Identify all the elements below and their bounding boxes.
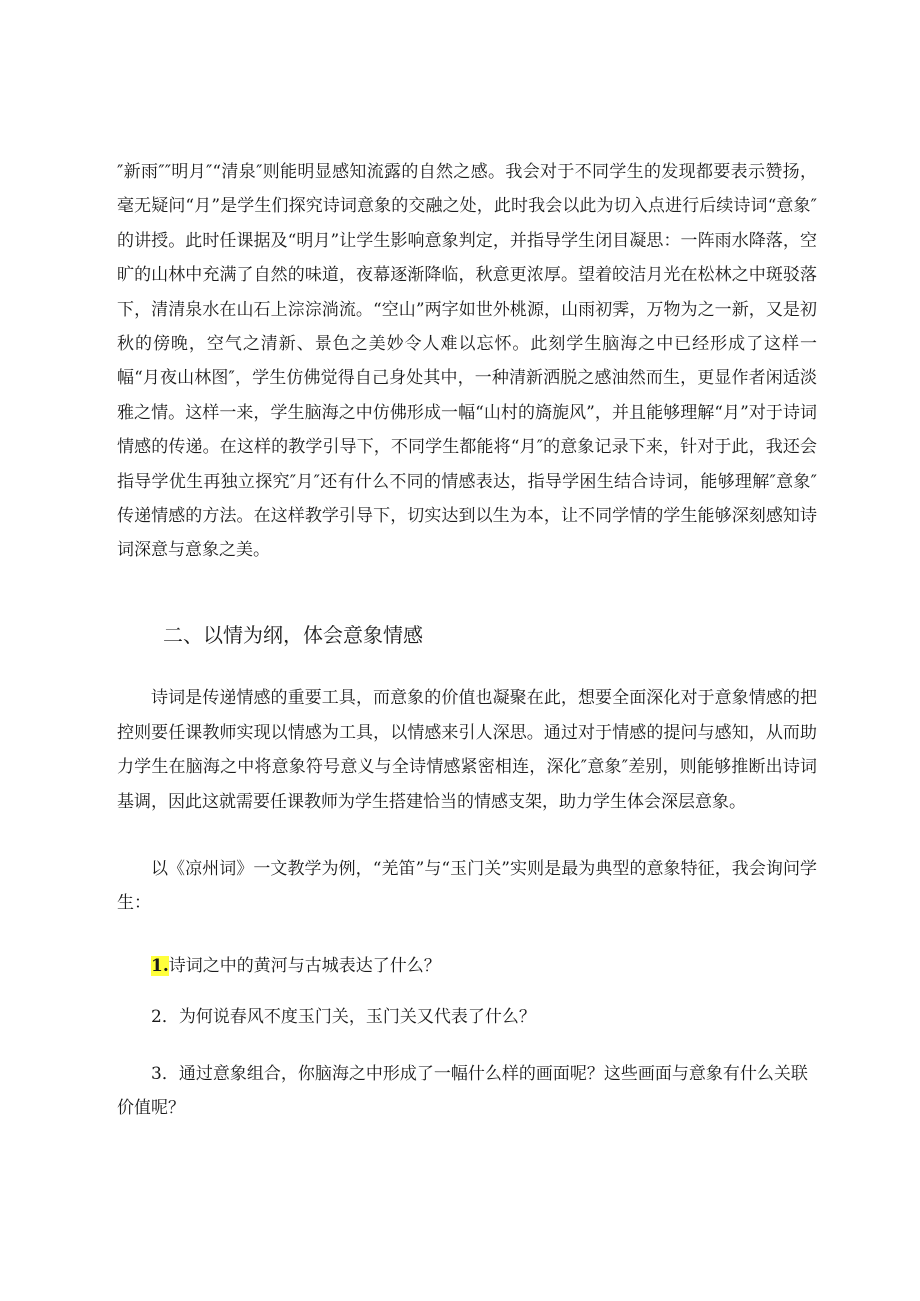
question-number: 3 (151, 1064, 162, 1084)
question-text: ．为何说春风不度玉门关，玉门关又代表了什么？ (161, 1007, 536, 1027)
body-paragraph-3: 以《凉州词》一文教学为例，“羌笛”与“玉门关”实则是最为典型的意象特征，我会询问学生： (117, 859, 817, 913)
question-item-1 (117, 949, 817, 983)
body-paragraph-2: 诗词是传递情感的重要工具，而意象的价值也凝聚在此，想要全面深化对于意象情感的把控则要任课教师实现以情感为工具，以情感来引人深思。通过对于情感的提问与感知，从而助力学生在脑海之中将意象符号意义与全诗情感紧密相连，深化″意象″差别，则能够推断出诗词基调，因此这就需要任课教师为学生搭建恰当的情感支架，助力学生体会深层意象。 (117, 688, 817, 812)
body-paragraph-1: ″新雨″″明月″“清泉″则能明显感知流露的自然之感。我会对于不同学生的发现都要表示赞扬，毫无疑问“月”是学生们探究诗词意象的交融之处，此时我会以此为切入点进行后续诗词“意象″的讲授。此时任课据及“明月”让学生影响意象判定，并指导学生闭目凝思：一阵雨水降落，空旷的山林中充满了自然的味道，夜幕逐渐降临，秋意更浓厚。望着皎洁月光在松林之中斑驳落下，清清泉水在山石上淙淙淌流。“空山”两字如世外桃源，山雨初霁，万物为之一新，又是初秋的傍晚，空气之清新、景色之美妙令人难以忘怀。此刻学生脑海之中已经形成了这样一幅“月夜山林图″，学生仿佛觉得自己身处其中，一种清新洒脱之感油然而生，更显作者闲适淡雅之情。这样一来，学生脑海之中仿佛形成一幅“山村的旖旎风”，并且能够理解“月”对于诗词情感的传递。在这样的教学引导下，不同学生都能将“月″的意象记录下来，针对于此，我还会指导学优生再独立探究″月″还有什么不同的情感表达，指导学困生结合诗词，能够理解″意象″传递情感的方法。在这样教学引导下，切实达到以生为本，让不同学情的学生能够深刻感知诗词深意与意象之美。 (117, 162, 817, 561)
question-text: 诗词之中的黄河与古城表达了什么？ (168, 956, 441, 976)
question-number-highlighted: 1. (151, 956, 169, 976)
section-heading: 二、以情为纲，体会意象情感 (163, 623, 423, 647)
question-item-2 (117, 1000, 817, 1034)
question-number: 2 (151, 1007, 162, 1027)
question-item-3 (117, 1057, 817, 1125)
question-text: ．通过意象组合，你脑海之中形成了一幅什么样的画面呢？这些画面与意象有什么关联价值呢？ (117, 1064, 808, 1118)
